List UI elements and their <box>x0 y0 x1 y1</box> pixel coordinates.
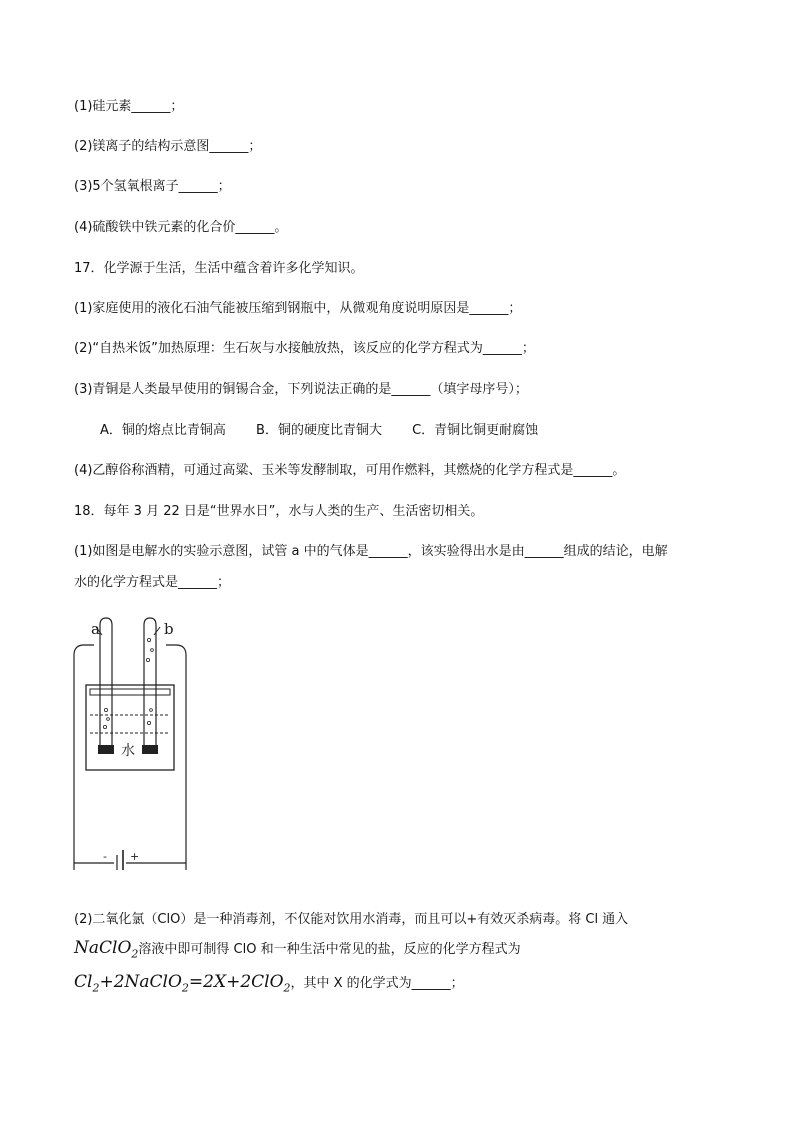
q18-part2-line3 <box>74 972 464 998</box>
q18-part1-line2: 水的化学方程式是______； <box>74 575 231 590</box>
q18-part2-text: 溶液中即可制得 ClO 和一种生活中常见的盐，反应的化学方程式为 <box>138 942 521 957</box>
q16-part2: (2)镁离子的结构示意图______； <box>74 139 262 154</box>
reaction-equation: $Cl_2+2NaClO_2=2X+2ClO_2$ <box>74 972 291 995</box>
q17-option-a: A．铜的熔点比青铜高 <box>100 423 226 438</box>
q16-part4: (4)硫酸铁中铁元素的化合价______。 <box>74 220 288 235</box>
q18-part2-line1: (2)二氧化氯（ClO）是一种消毒剂，不仅能对饮用水消毒，而且可以+有效灭杀病毒。将 Cl 通入 <box>74 912 629 927</box>
minus-sign: - <box>103 850 107 863</box>
q17-part1: (1)家庭使用的液化石油气能被压缩到钢瓶中，从微观角度说明原因是______； <box>74 301 522 316</box>
electrode-left <box>98 745 114 754</box>
q17-part4: (4)乙醇俗称酒精，可通过高粱、玉米等发酵制取，可用作燃料，其燃烧的化学方程式是______。 <box>74 463 626 478</box>
formula-naclo2: NaClO$_2$ <box>74 938 139 961</box>
q18-part2-line2 <box>74 938 521 964</box>
electrode-right <box>142 745 158 754</box>
q18-stem: 18．每年 3 月 22 日是“世界水日”，水与人类的生产、生活密切相关。 <box>74 504 484 519</box>
tube-label-b: b <box>164 620 174 638</box>
q18-part2-question: ，其中 X 的化学式为______； <box>290 976 464 991</box>
q17-option-c: C．青铜比铜更耐腐蚀 <box>412 423 539 438</box>
tube-label-a: a <box>91 620 100 638</box>
plus-sign: + <box>130 850 140 863</box>
q17-options <box>100 421 564 441</box>
q17-option-b: B．铜的硬度比青铜大 <box>256 423 382 438</box>
q16-part3: (3)5个氢氧根离子______； <box>74 179 231 194</box>
q17-part2: (2)“自热米饭”加热原理：生石灰与水接触放热，该反应的化学方程式为______； <box>74 341 535 356</box>
water-label: 水 <box>121 743 135 759</box>
q17-stem: 17．化学源于生活，生活中蕴含着许多化学知识。 <box>74 261 364 276</box>
q18-part1-line1: (1)如图是电解水的实验示意图，试管 a 中的气体是______，该实验得出水是由______组成的结论，电解 <box>74 544 668 559</box>
q17-part3: (3)青铜是人类最早使用的铜锡合金，下列说法正确的是______（填字母序号）； <box>74 382 528 397</box>
q16-part1: (1)硅元素______； <box>74 99 184 114</box>
electrolysis-diagram <box>70 615 190 870</box>
